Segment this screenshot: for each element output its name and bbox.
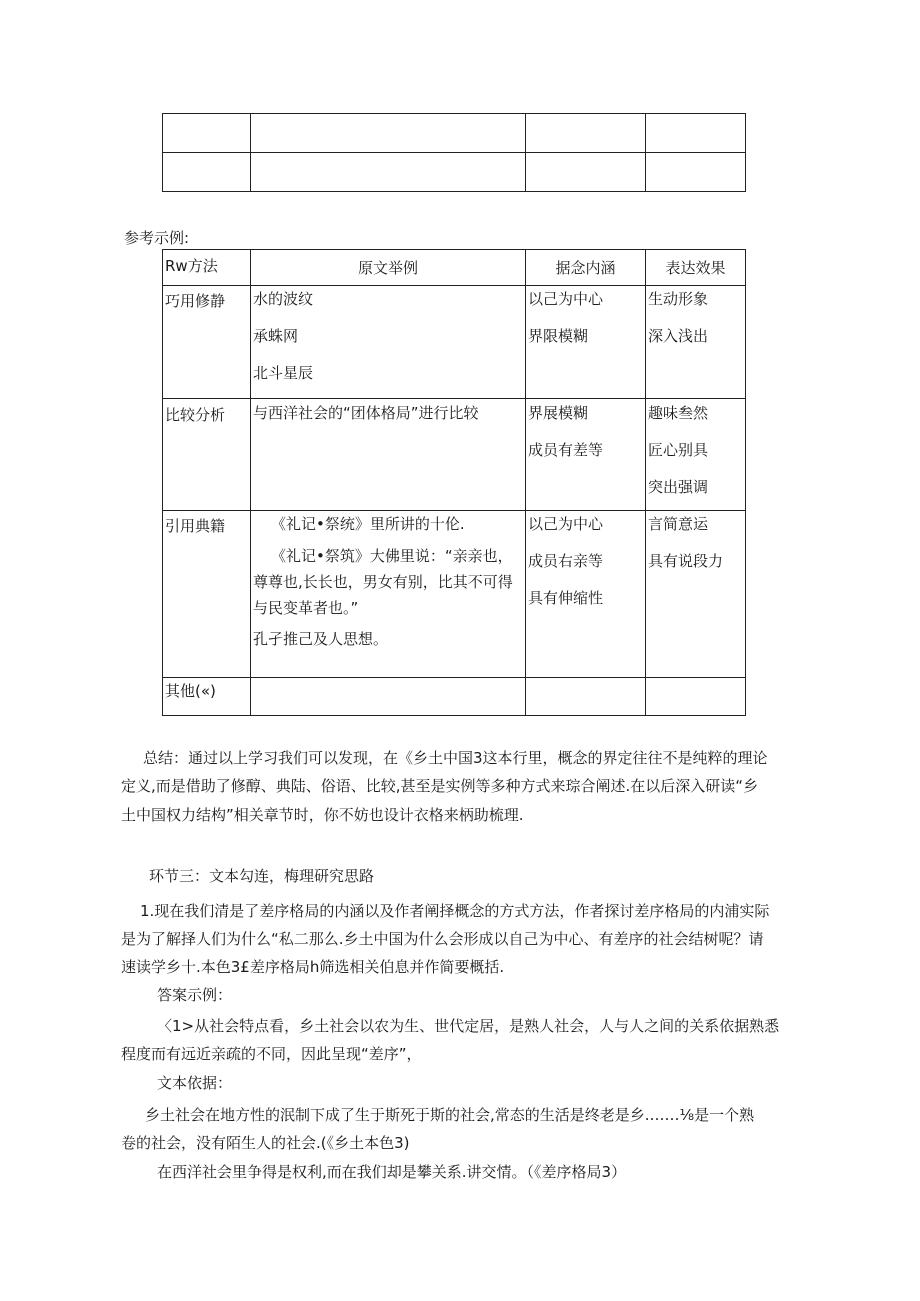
answer-line: 〈1>从社会特点看，乡土社会以农为生、世代定居，是熟人社会，人与人之间的关系依据熟悉: [157, 1017, 780, 1035]
connotation-line: 成员右亲等: [528, 552, 604, 570]
example-line: 承蛛网: [253, 327, 299, 345]
question-line: 速读学乡十.本色3£差序格局h筛选相关伯息并作简要概括.: [121, 958, 505, 976]
table-header-row: [163, 250, 746, 286]
table-cell: [163, 153, 251, 192]
summary-line: 总结：通过以上学习我们可以发现，在《乡土中国3这本行里，概念的界定往往不是纯粹的理论: [143, 749, 768, 767]
example-line: 尊尊也,长长也，男女有别，比其不可得: [253, 573, 513, 591]
basis-line: 乡土社会在地方性的泯制下成了生于斯死于斯的社会,常态的生活是终老是乡.……⅛是一个熟: [145, 1106, 755, 1124]
connotation-line: 界展模糊: [528, 404, 589, 422]
effect-line: 言简意运: [648, 515, 709, 533]
method-cell: 引用典籍: [163, 511, 251, 678]
table-cell: [646, 153, 746, 192]
example-line: 水的波纹: [253, 290, 314, 308]
basis-line: 卷的社会，没有陌生人的社会.(《乡土本色3): [121, 1134, 410, 1152]
table-cell: [646, 114, 746, 153]
basis-line: 在西洋社会里争得是权利,而在我们却是攀关系.讲交情。（《差序格局3）: [157, 1163, 627, 1181]
header-example: 原文举例: [251, 250, 526, 286]
example-cell: [251, 286, 526, 399]
method-cell: 其他(«): [163, 678, 251, 716]
method-cell: 比较分析: [163, 399, 251, 511]
example-line: 与西洋社会的“团体格局”进行比较: [253, 404, 479, 422]
connotation-cell: [526, 678, 646, 716]
basis-label: 文本依据：: [157, 1074, 233, 1092]
table-row: [163, 114, 746, 153]
example-line: 《礼记•祭筑》大佛里说：“亲亲也，: [271, 547, 513, 565]
table-cell: [251, 153, 526, 192]
method-cell: 巧用修静: [163, 286, 251, 399]
reference-table: [162, 249, 746, 716]
example-line: 与民变革者也。”: [253, 599, 359, 617]
effect-line: 具有说段力: [648, 552, 724, 570]
effect-line: 生动形象: [648, 290, 709, 308]
table-row: [163, 153, 746, 192]
table-row: [163, 286, 746, 399]
effect-cell: [646, 399, 746, 511]
effect-cell: [646, 678, 746, 716]
connotation-cell: [526, 511, 646, 678]
table-row: [163, 678, 746, 716]
question-line: 1.现在我们清是了差序格局的内涵以及作者阐择概念的方式方法，作者探讨差序格局的内浦实际: [140, 902, 770, 920]
example-line: 北斗星辰: [253, 364, 314, 382]
header-connotation: 据念内涵: [526, 250, 646, 286]
connotation-line: 界限模糊: [528, 327, 589, 345]
reference-label: 参考示例:: [124, 229, 190, 247]
effect-line: 深入浅出: [648, 327, 709, 345]
section-heading: 环节三：文本勾连，梅理研究思路: [149, 867, 375, 885]
summary-line: 土中国权力结构”相关章节时，你不妨也设计衣格来柄助梳理.: [121, 806, 524, 824]
effect-cell: [646, 286, 746, 399]
example-line: 孔孑推己及人思想。: [253, 630, 389, 648]
empty-table: [162, 113, 746, 192]
effect-cell: [646, 511, 746, 678]
answer-label: 答案示例：: [157, 986, 233, 1004]
connotation-line: 以己为中心: [528, 290, 604, 308]
connotation-line: 以己为中心: [528, 515, 604, 533]
summary-line: 定义,而是借助了修醇、典陆、俗语、比较,甚至是实例等多种方式来琮合阐述.在以后深入研读“乡: [121, 777, 759, 795]
connotation-cell: [526, 286, 646, 399]
effect-line: 匠心别具: [648, 441, 709, 459]
table-cell: [526, 153, 646, 192]
answer-line: 程度而有远近亲疏的不同，因此呈现“差序”，: [121, 1045, 422, 1063]
table-row: [163, 399, 746, 511]
connotation-line: 成员有差等: [528, 441, 604, 459]
connotation-cell: [526, 399, 646, 511]
table-cell: [251, 114, 526, 153]
connotation-line: 具有伸缩性: [528, 589, 604, 607]
table-row: [163, 511, 746, 678]
header-effect: 表达效果: [646, 250, 746, 286]
example-cell: [251, 399, 526, 511]
example-cell: [251, 678, 526, 716]
table-cell: [526, 114, 646, 153]
header-method: Rw方法: [163, 250, 251, 286]
effect-line: 趣味叁然: [648, 404, 709, 422]
table-cell: [163, 114, 251, 153]
effect-line: 突出强调: [648, 478, 709, 496]
question-line: 是为了解择人们为什么“私二那么.乡土中国为什么会形成以自己为中心、有差序的社会结树呢？请: [121, 930, 764, 948]
example-line: 《礼记•祭统》里所讲的十伦.: [271, 515, 465, 533]
example-cell: [251, 511, 526, 678]
